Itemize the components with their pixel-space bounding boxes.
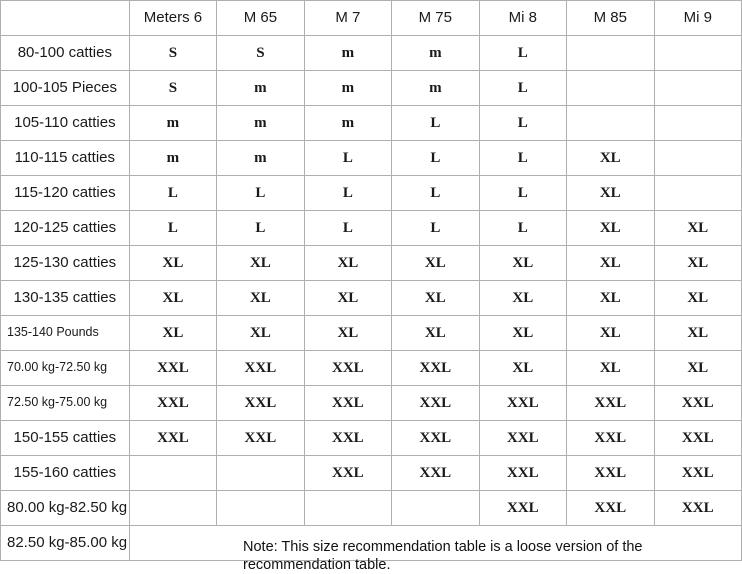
row-label: 70.00 kg-72.50 kg <box>1 351 130 386</box>
size-cell <box>567 36 654 71</box>
table-row <box>1 141 742 176</box>
size-cell: m <box>304 71 391 106</box>
size-cell: XXL <box>392 456 479 491</box>
size-cell: XL <box>479 316 566 351</box>
size-cell: L <box>479 141 566 176</box>
size-cell <box>392 491 479 526</box>
row-label: 150-155 catties <box>1 421 130 456</box>
size-cell: XXL <box>479 386 566 421</box>
size-cell: XXL <box>479 456 566 491</box>
table-row <box>1 211 742 246</box>
size-cell: XL <box>479 246 566 281</box>
size-cell: XL <box>654 316 742 351</box>
size-cell: XXL <box>304 351 391 386</box>
column-header-3: M 75 <box>392 1 479 36</box>
size-cell <box>654 106 742 141</box>
row-label: 125-130 catties <box>1 246 130 281</box>
header-row <box>1 1 742 36</box>
column-header-0: Meters 6 <box>129 1 216 36</box>
size-cell: XXL <box>654 491 742 526</box>
size-cell: XXL <box>567 491 654 526</box>
column-header-2: M 7 <box>304 1 391 36</box>
size-cell: XL <box>392 316 479 351</box>
size-cell: XXL <box>567 456 654 491</box>
size-cell: XXL <box>654 456 742 491</box>
table-row <box>1 246 742 281</box>
table-row <box>1 491 742 526</box>
size-cell: XL <box>654 246 742 281</box>
size-cell: XL <box>654 351 742 386</box>
size-cell: L <box>129 176 216 211</box>
table-row <box>1 36 742 71</box>
size-cell: XL <box>567 351 654 386</box>
size-cell: m <box>217 141 304 176</box>
size-cell: L <box>392 141 479 176</box>
size-cell: L <box>217 176 304 211</box>
size-cell: XL <box>304 246 391 281</box>
size-cell: L <box>479 176 566 211</box>
column-header-6: Mi 9 <box>654 1 742 36</box>
size-cell <box>654 176 742 211</box>
size-cell <box>567 106 654 141</box>
row-label: 120-125 catties <box>1 211 130 246</box>
size-cell <box>654 71 742 106</box>
size-cell: XL <box>567 176 654 211</box>
size-cell: XXL <box>129 386 216 421</box>
size-cell: m <box>129 106 216 141</box>
size-cell: L <box>479 106 566 141</box>
size-cell: XL <box>304 281 391 316</box>
size-cell: XL <box>654 281 742 316</box>
table-row <box>1 386 742 421</box>
header-corner <box>1 1 130 36</box>
row-label: 135-140 Pounds <box>1 316 130 351</box>
size-cell: XL <box>217 246 304 281</box>
row-label: 80-100 catties <box>1 36 130 71</box>
table-row <box>1 71 742 106</box>
size-cell: XL <box>392 281 479 316</box>
row-label: 100-105 Pieces <box>1 71 130 106</box>
size-cell: XL <box>392 246 479 281</box>
size-cell <box>567 71 654 106</box>
size-cell: XXL <box>392 351 479 386</box>
size-cell: XXL <box>567 386 654 421</box>
column-header-4: Mi 8 <box>479 1 566 36</box>
table-row <box>1 351 742 386</box>
size-cell <box>304 491 391 526</box>
size-cell: m <box>217 71 304 106</box>
size-cell: XXL <box>129 351 216 386</box>
row-label: 130-135 catties <box>1 281 130 316</box>
size-cell: XXL <box>479 421 566 456</box>
size-cell: XL <box>129 246 216 281</box>
size-cell: XXL <box>217 421 304 456</box>
size-cell <box>654 36 742 71</box>
size-cell <box>217 491 304 526</box>
size-cell: L <box>304 176 391 211</box>
size-cell: XXL <box>217 386 304 421</box>
row-label: 105-110 catties <box>1 106 130 141</box>
size-cell: L <box>479 211 566 246</box>
size-cell: L <box>479 36 566 71</box>
size-cell <box>129 456 216 491</box>
size-cell <box>129 491 216 526</box>
row-label: 80.00 kg-82.50 kg <box>1 491 130 526</box>
size-cell: XL <box>129 281 216 316</box>
size-cell: XXL <box>654 421 742 456</box>
size-cell: XL <box>217 316 304 351</box>
row-label: 110-115 catties <box>1 141 130 176</box>
size-cell: XXL <box>304 386 391 421</box>
size-cell: L <box>479 71 566 106</box>
table-note: Note: This size recommendation table is a loose version of the recommendation table. <box>243 539 643 574</box>
size-cell: S <box>129 36 216 71</box>
column-header-5: M 85 <box>567 1 654 36</box>
size-cell: m <box>129 141 216 176</box>
size-cell: XXL <box>217 351 304 386</box>
size-cell <box>654 141 742 176</box>
size-cell: XL <box>304 316 391 351</box>
size-cell: m <box>304 106 391 141</box>
size-cell: L <box>392 176 479 211</box>
size-cell: XL <box>567 211 654 246</box>
size-cell: XXL <box>654 386 742 421</box>
size-cell: L <box>129 211 216 246</box>
size-cell: XL <box>567 281 654 316</box>
table-header <box>1 1 742 36</box>
size-cell: XXL <box>567 421 654 456</box>
size-cell: S <box>129 71 216 106</box>
row-label: 155-160 catties <box>1 456 130 491</box>
size-cell: m <box>392 36 479 71</box>
table-row <box>1 421 742 456</box>
row-label: 72.50 kg-75.00 kg <box>1 386 130 421</box>
size-cell: m <box>217 106 304 141</box>
size-cell: L <box>217 211 304 246</box>
table-body <box>1 36 742 561</box>
size-cell: XL <box>654 211 742 246</box>
size-cell: XL <box>479 281 566 316</box>
size-cell: XXL <box>304 456 391 491</box>
size-cell: L <box>392 106 479 141</box>
size-cell: L <box>304 211 391 246</box>
size-cell: XL <box>217 281 304 316</box>
column-header-1: M 65 <box>217 1 304 36</box>
size-cell: XL <box>567 316 654 351</box>
size-cell: XL <box>129 316 216 351</box>
table-row <box>1 176 742 211</box>
size-cell: XL <box>479 351 566 386</box>
size-cell: L <box>392 211 479 246</box>
size-cell: XXL <box>392 421 479 456</box>
table-row <box>1 456 742 491</box>
size-cell: XXL <box>479 491 566 526</box>
size-cell: XL <box>567 141 654 176</box>
size-cell: XXL <box>129 421 216 456</box>
size-cell: m <box>304 36 391 71</box>
size-cell: XXL <box>304 421 391 456</box>
table-row <box>1 106 742 141</box>
table-row <box>1 281 742 316</box>
size-cell <box>217 456 304 491</box>
size-cell: m <box>392 71 479 106</box>
row-label: 82.50 kg-85.00 kg <box>1 526 130 561</box>
size-cell: L <box>304 141 391 176</box>
size-cell: S <box>217 36 304 71</box>
table-row <box>1 316 742 351</box>
size-cell: XL <box>567 246 654 281</box>
row-label: 115-120 catties <box>1 176 130 211</box>
size-cell: XXL <box>392 386 479 421</box>
